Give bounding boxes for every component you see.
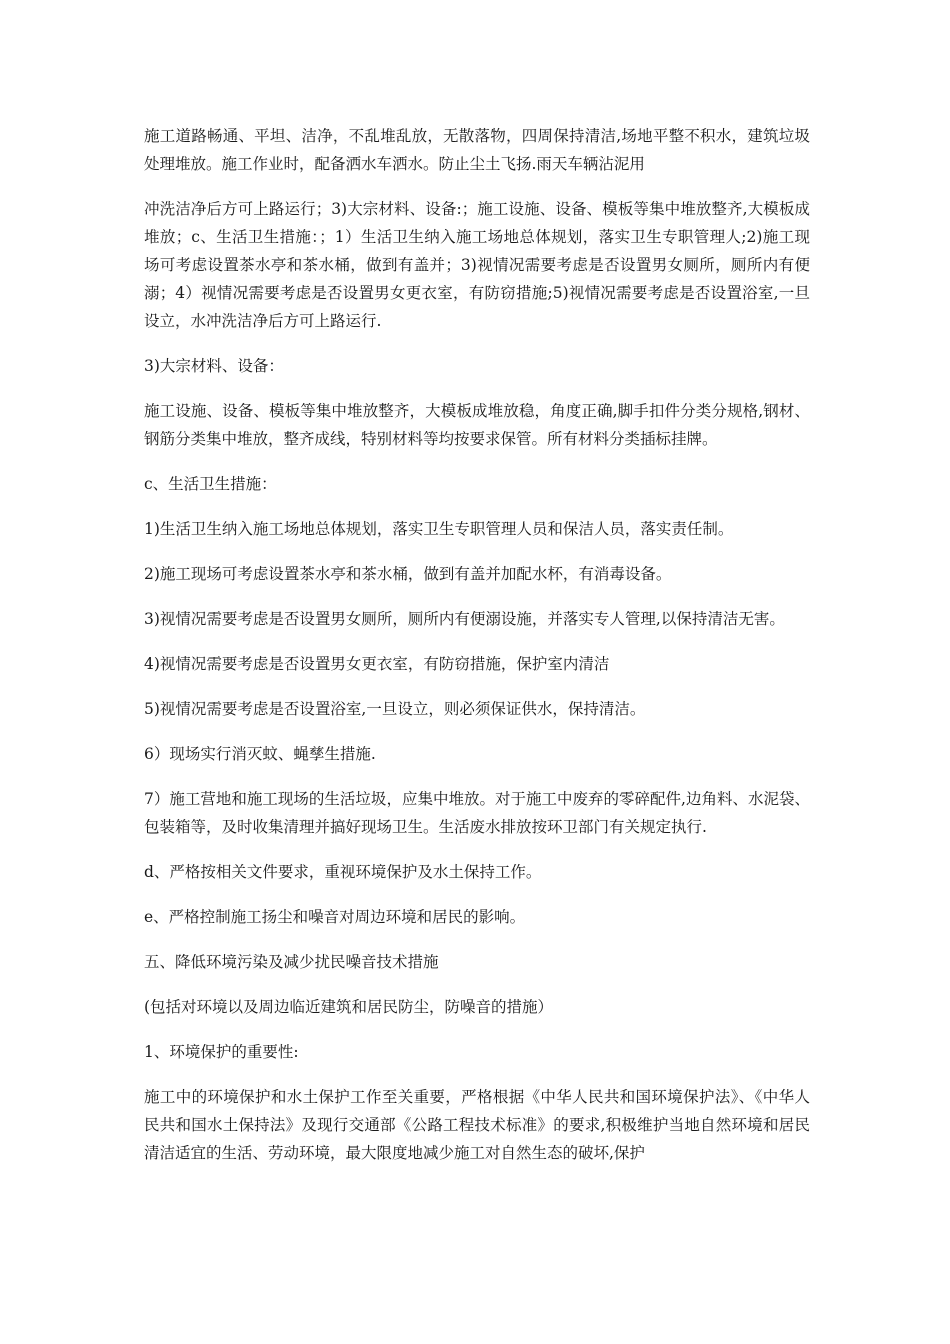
paragraph: 1)生活卫生纳入施工场地总体规划，落实卫生专职管理人员和保洁人员，落实责任制。 xyxy=(144,520,734,538)
paragraph: 2)施工现场可考虑设置茶水亭和茶水桶，做到有盖并加配水杯，有消毒设备。 xyxy=(144,565,672,583)
paragraph: 5)视情况需要考虑是否设置浴室,一旦设立，则必须保证供水，保持清洁。 xyxy=(144,700,646,718)
paragraph: 6）现场实行消灭蚊、蝇孳生措施. xyxy=(144,745,376,763)
paragraph: 3)视情况需要考虑是否设置男女厕所，厕所内有便溺设施，并落实专人管理,以保持清洁无害。 xyxy=(144,610,785,628)
paragraph: d、严格按相关文件要求，重视环境保护及水土保持工作。 xyxy=(144,863,542,881)
paragraph: 冲洗洁净后方可上路运行；3)大宗材料、设备:；施工设施、设备、模板等集中堆放整齐,大模板成堆放；c、生活卫生措施：；1）生活卫生纳入施工场地总体规划，落实卫生专职管理人;2)施工现场可考虑设置茶水亭和茶水桶，做到有盖并；3)视情况需要考虑是否设置男女厕所，厕所内有便溺；4）视情况需要考虑是否设置男女更衣室，有防窃措施;5)视情况需要考虑是否设置浴室,一旦设立，水冲洗洁净后方可上路运行. xyxy=(144,200,810,330)
subsection-heading: 1、环境保护的重要性: xyxy=(144,1043,299,1061)
paragraph: 施工设施、设备、模板等集中堆放整齐，大模板成堆放稳，角度正确,脚手扣件分类分规格,钢材、钢筋分类集中堆放，整齐成线，特别材料等均按要求保管。所有材料分类插标挂牌。 xyxy=(144,402,810,448)
paragraph: 3)大宗材料、设备： xyxy=(144,357,284,375)
paragraph: e、严格控制施工扬尘和噪音对周边环境和居民的影响。 xyxy=(144,908,526,926)
section-heading: 五、降低环境污染及减少扰民噪音技术措施 xyxy=(144,953,439,971)
paragraph: 施工道路畅通、平坦、洁净，不乱堆乱放，无散落物，四周保持清洁,场地平整不积水，建筑垃圾处理堆放。施工作业时，配备洒水车洒水。防止尘土飞扬.雨天车辆沾泥用 xyxy=(144,127,810,173)
paragraph: 施工中的环境保护和水土保护工作至关重要，严格根据《中华人民共和国环境保护法》、《中华人民共和国水土保持法》及现行交通部《公路工程技术标准》的要求,积极维护当地自然环境和居民清洁适宜的生活、劳动环境，最大限度地减少施工对自然生态的破坏,保护 xyxy=(144,1088,810,1162)
paragraph: (包括对环境以及周边临近建筑和居民防尘，防噪音的措施） xyxy=(144,998,554,1016)
paragraph: 7）施工营地和施工现场的生活垃圾，应集中堆放。对于施工中废弃的零碎配件,边角料、水泥袋、包装箱等，及时收集清理并搞好现场卫生。生活废水排放按环卫部门有关规定执行. xyxy=(144,790,810,836)
paragraph: 4)视情况需要考虑是否设置男女更衣室，有防窃措施，保护室内清洁 xyxy=(144,655,610,673)
paragraph: c、生活卫生措施： xyxy=(144,475,277,493)
document-body xyxy=(144,122,810,1184)
